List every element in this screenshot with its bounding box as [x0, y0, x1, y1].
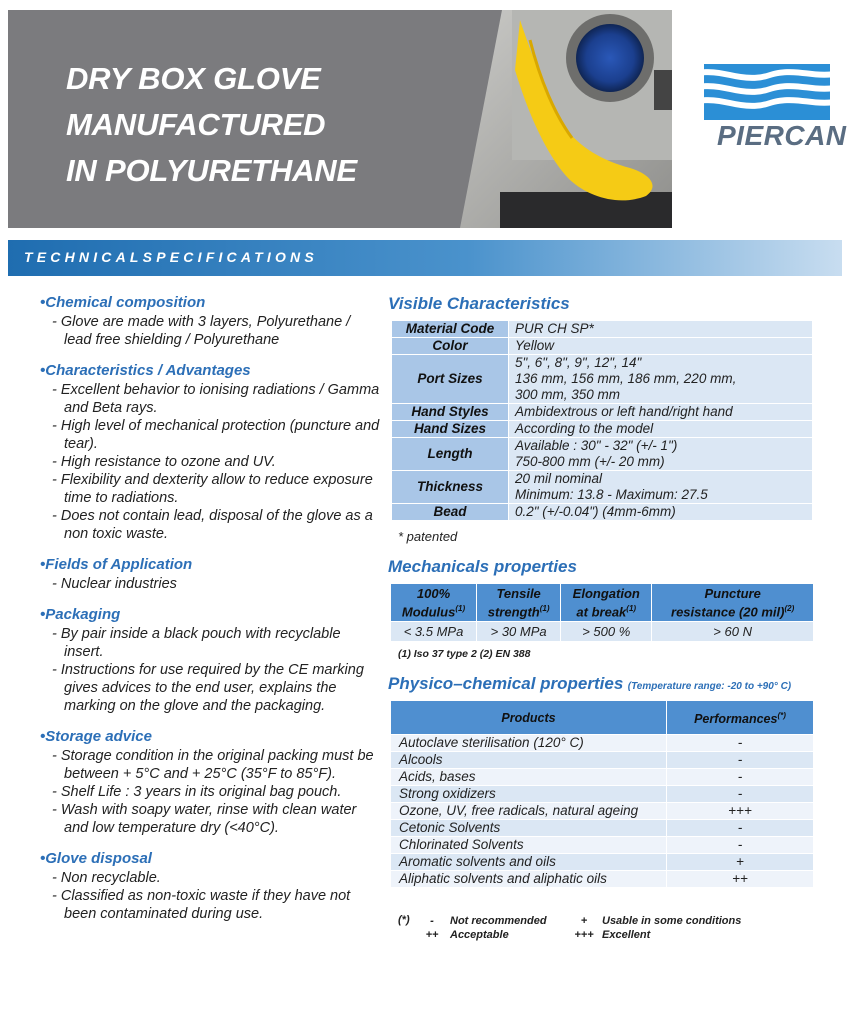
spec-section-title: • Glove disposal: [40, 850, 380, 868]
spec-section: [40, 850, 380, 923]
header-line: Puncture: [704, 586, 761, 601]
spec-item: - Excellent behavior to ionising radiations / Gamma and Beta rays.: [40, 381, 380, 417]
table-row: [392, 438, 813, 471]
product-name: Aliphatic solvents and aliphatic oils: [391, 871, 667, 888]
brand-name: PIERCAN: [717, 120, 847, 151]
legend-symbol: +: [580, 915, 588, 927]
spec-item: - By pair inside a black pouch with recyclable insert.: [40, 625, 380, 661]
section-banner: [8, 240, 842, 276]
header-line: [479, 601, 558, 619]
header-line: 100%: [416, 586, 451, 601]
characteristic-label: Length: [392, 438, 509, 471]
header-footnote: (1): [455, 604, 466, 613]
mechanical-value: > 60 N: [652, 622, 814, 642]
header-text: Modulus: [401, 604, 456, 620]
table-row: [391, 820, 814, 837]
characteristic-value-line: PUR CH SP*: [515, 321, 594, 336]
spec-item: - High level of mechanical protection (puncture and tear).: [40, 417, 380, 453]
legend-symbol: +++: [574, 929, 594, 941]
physico-heading: Physico–chemical properties: [388, 674, 624, 694]
characteristic-label: Bead: [392, 504, 509, 521]
performance-rating: -: [667, 769, 814, 786]
table-row: [392, 404, 813, 421]
table-row: [392, 355, 813, 404]
spec-item: - Classified as non-toxic waste if they have not been contaminated during use.: [40, 887, 380, 923]
table-row: [391, 854, 814, 871]
characteristic-value: [509, 421, 813, 438]
temperature-range: (Temperature range: -20 to +90° C): [627, 681, 792, 693]
table-row: [391, 837, 814, 854]
performance-rating: -: [667, 735, 814, 752]
product-name: Chlorinated Solvents: [391, 837, 667, 854]
properties-column: [388, 294, 818, 888]
mechanical-value: < 3.5 MPa: [391, 622, 477, 642]
header-footnote: (1): [626, 604, 637, 613]
characteristic-label: Thickness: [392, 471, 509, 504]
spec-item: - Nuclear industries: [40, 575, 380, 593]
characteristic-label: Hand Styles: [392, 404, 509, 421]
spec-item: - Shelf Life : 3 years in its original bag pouch.: [40, 783, 380, 801]
product-name: Strong oxidizers: [391, 786, 667, 803]
spec-section-title: • Chemical composition: [40, 294, 380, 312]
table-row: [392, 338, 813, 355]
table-row: [391, 803, 814, 820]
characteristic-value-line: 20 mil nominal: [515, 471, 603, 486]
title-line: MANUFACTURED: [66, 107, 326, 142]
spec-section: [40, 606, 380, 715]
spec-item: - Instructions for use required by the CE marking gives advices to the end user, explains the marking on the glove and the packaging.: [40, 661, 380, 715]
table-row: [391, 769, 814, 786]
legend-symbol: ++: [425, 929, 439, 941]
header-line: [654, 601, 811, 619]
characteristic-value-line: According to the model: [515, 421, 654, 436]
header-footnote: (2): [784, 604, 795, 613]
product-name: Ozone, UV, free radicals, natural ageing: [391, 803, 667, 820]
performance-rating: -: [667, 837, 814, 854]
characteristic-value-line: Ambidextrous or left hand/right hand: [515, 404, 733, 419]
performance-rating: -: [667, 786, 814, 803]
legend-star: (*): [398, 914, 410, 926]
characteristic-label: Material Code: [392, 321, 509, 338]
table-row: [392, 471, 813, 504]
legend-symbol: -: [430, 915, 434, 927]
characteristic-value: [509, 504, 813, 521]
title-line: IN POLYURETHANE: [66, 153, 357, 188]
visible-characteristics-heading: Visible Characteristics: [388, 294, 570, 313]
product-name: Aromatic solvents and oils: [391, 854, 667, 871]
spec-section: [40, 556, 380, 593]
glovebox-photo: [460, 10, 672, 228]
characteristic-value-line: Minimum: 13.8 - Maximum: 27.5: [515, 487, 708, 502]
section-banner-label: TECHNICALSPECIFICATIONS: [24, 249, 318, 265]
mechanical-value: > 500 %: [561, 622, 652, 642]
characteristic-value-line: Yellow: [515, 338, 555, 353]
mechanical-table: [390, 583, 814, 642]
specifications-list: [40, 294, 380, 936]
spec-section: [40, 362, 380, 543]
spec-section-title: • Storage advice: [40, 728, 380, 746]
spec-item: - Flexibility and dexterity allow to reduce exposure time to radiations.: [40, 471, 380, 507]
spec-item: - Storage condition in the original packing must be between + 5°C and + 25°C (35°F to 85°F).: [40, 747, 380, 783]
performance-rating: +++: [667, 803, 814, 820]
title-line: DRY BOX GLOVE: [66, 61, 321, 96]
spec-item: - Wash with soapy water, rinse with clean water and low temperature dry (<40°C).: [40, 801, 380, 837]
header-line: Elongation: [572, 586, 640, 601]
page-title: [66, 56, 357, 194]
characteristic-value-line: 300 mm, 350 mm: [515, 387, 621, 402]
performance-legend: [398, 914, 782, 942]
performances-column-header: Performances(*): [667, 701, 814, 735]
table-row: [392, 504, 813, 521]
mechanical-column-header: [477, 584, 561, 622]
spec-section: [40, 728, 380, 837]
characteristic-value: [509, 471, 813, 504]
physico-chemical-table: [390, 700, 814, 888]
product-name: Acids, bases: [391, 769, 667, 786]
characteristic-value-line: 0.2" (+/-0.04") (4mm-6mm): [515, 504, 676, 519]
performance-rating: -: [667, 752, 814, 769]
legend-row: [418, 928, 782, 942]
characteristic-label: Color: [392, 338, 509, 355]
product-name: Cetonic Solvents: [391, 820, 667, 837]
characteristic-value: [509, 438, 813, 471]
products-column-header: Products: [391, 701, 667, 735]
performance-rating: ++: [667, 871, 814, 888]
spec-section: [40, 294, 380, 349]
table-row: [391, 786, 814, 803]
spec-item: - Does not contain lead, disposal of the glove as a non toxic waste.: [40, 507, 380, 543]
spec-item: - High resistance to ozone and UV.: [40, 453, 380, 471]
table-row: [391, 735, 814, 752]
header-line: [563, 601, 649, 619]
header-line: Tensile: [496, 586, 541, 601]
characteristic-value-line: 136 mm, 156 mm, 186 mm, 220 mm,: [515, 371, 737, 386]
header-text: at break: [576, 604, 627, 620]
header-line: [393, 601, 474, 619]
header-text: resistance (20 mil): [671, 604, 785, 620]
patent-note: * patented: [398, 529, 458, 544]
physico-heading-row: [388, 674, 818, 694]
table-row: [391, 871, 814, 888]
characteristic-value-line: 750-800 mm (+/- 20 mm): [515, 454, 665, 469]
header-footnote: (1): [539, 604, 550, 613]
table-row: [392, 421, 813, 438]
table-row: [391, 752, 814, 769]
spec-section-title: • Fields of Application: [40, 556, 380, 574]
characteristic-value: [509, 355, 813, 404]
legend-label: Excellent: [602, 929, 651, 941]
spec-item: - Non recyclable.: [40, 869, 380, 887]
mechanical-column-header: [561, 584, 652, 622]
performance-rating: +: [667, 854, 814, 871]
characteristic-value: [509, 404, 813, 421]
table-row: [392, 321, 813, 338]
mechanical-references: (1) Iso 37 type 2 (2) EN 388: [398, 648, 531, 661]
characteristic-label: Hand Sizes: [392, 421, 509, 438]
visible-characteristics-table: [391, 320, 813, 521]
spec-section-title: • Packaging: [40, 606, 380, 624]
spec-item: - Glove are made with 3 layers, Polyurethane / lead free shielding / Polyurethane: [40, 313, 380, 349]
characteristic-value-line: Available : 30" - 32" (+/- 1"): [515, 438, 678, 453]
mechanical-value: > 30 MPa: [477, 622, 561, 642]
legend-row: [418, 914, 782, 928]
performance-rating: -: [667, 820, 814, 837]
characteristic-value: [509, 321, 813, 338]
characteristic-value-line: 5", 6", 8", 9", 12", 14": [515, 355, 642, 370]
legend-label: Usable in some conditions: [602, 915, 742, 927]
mechanical-column-header: [391, 584, 477, 622]
legend-label: Acceptable: [450, 929, 509, 941]
product-name: Alcools: [391, 752, 667, 769]
mechanical-column-header: [652, 584, 814, 622]
mechanical-heading: Mechanicals properties: [388, 557, 577, 576]
legend-label: Not recommended: [450, 915, 547, 927]
spec-section-title: • Characteristics / Advantages: [40, 362, 380, 380]
product-name: Autoclave sterilisation (120° C): [391, 735, 667, 752]
characteristic-label: Port Sizes: [392, 355, 509, 404]
header-text: strength: [487, 604, 540, 620]
characteristic-value: [509, 338, 813, 355]
